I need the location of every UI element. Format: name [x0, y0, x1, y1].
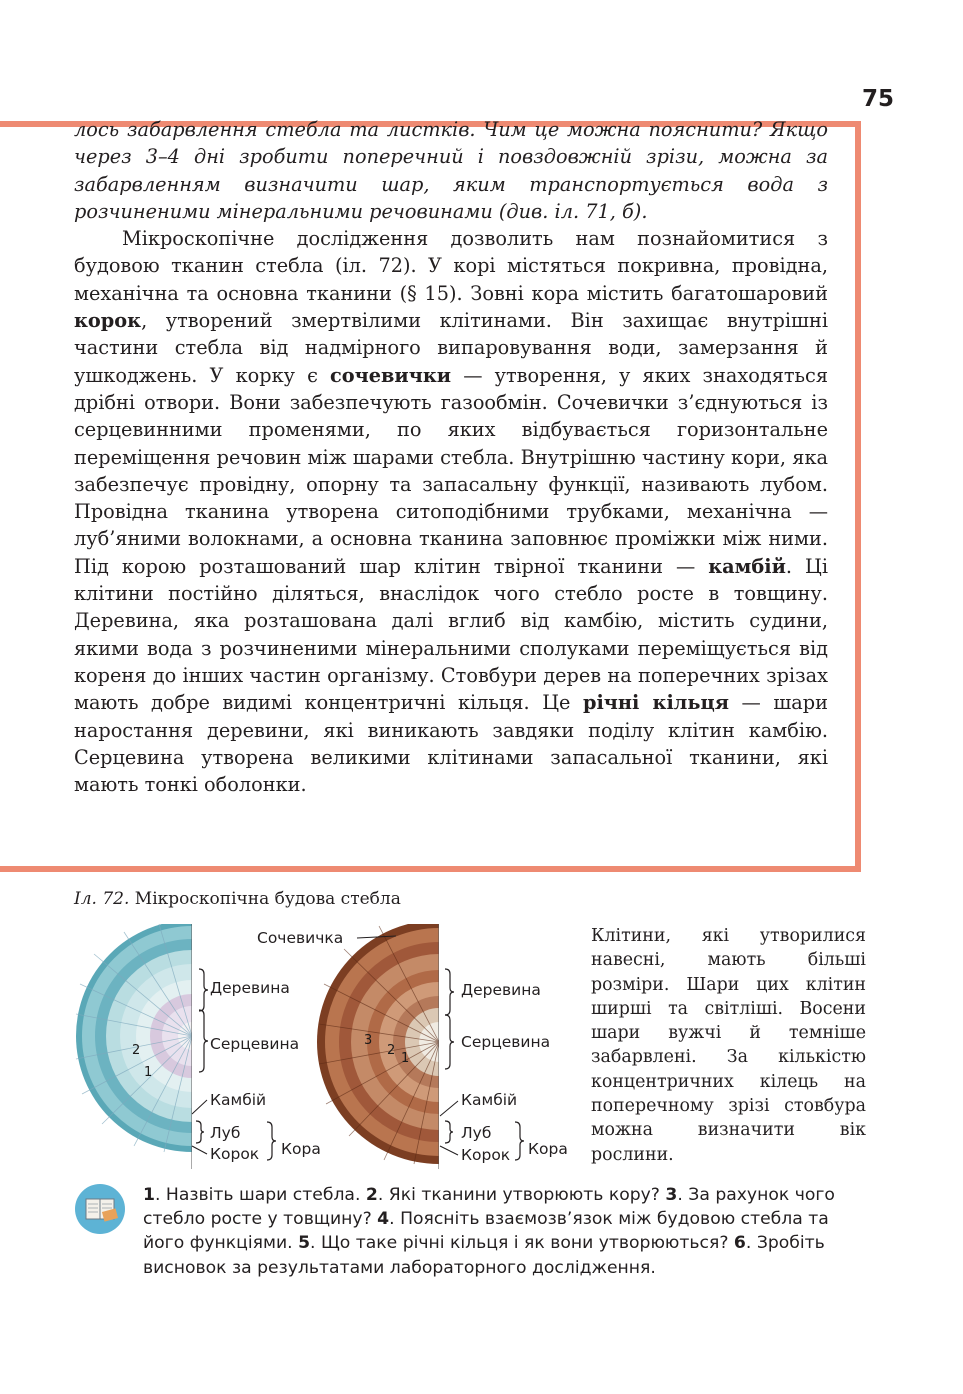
ring-number-1-right: 1 [401, 1051, 410, 1066]
right-label-sertsevyna: Серцевина [461, 1033, 551, 1051]
review-questions [143, 1183, 873, 1280]
text-run: Мікроскопічне дослідження дозволить нам познайомитися з будовою тканин стебла (іл. 72). У корі містяться покривна, провідна, механічна та основна тканини (§ 15). Зовні кора містить багатошаровий [74, 227, 828, 305]
stem-cross-section-figure [74, 924, 579, 1169]
term-kambiy: камбій [708, 554, 786, 578]
text-run: , утворений змертвілими клітинами. Він захищає внутрішні частини стебла від надмірного випаровування води, замерзання й ушкоджень. У корку є [74, 309, 828, 387]
term-korok: корок [74, 309, 142, 333]
label-sochevychka: Сочевичка [257, 929, 344, 947]
question-text-1: . Назвіть шари стебла. [154, 1185, 366, 1205]
right-label-kambiy: Камбій [461, 1091, 518, 1109]
question-number-4: 4 [377, 1209, 390, 1230]
question-number-2: 2 [365, 1185, 378, 1205]
right-label-kora: Кора [528, 1140, 568, 1158]
ring-number-2-right: 2 [387, 1043, 396, 1058]
right-label-derevyna: Деревина [461, 981, 541, 999]
question-text-3: . За рахунок чого стебло росте у товщину? [143, 1185, 835, 1230]
question-number-6: 6 [733, 1233, 746, 1254]
question-text-6: . Зробіть висновок за результатами лабораторного дослідження. [143, 1233, 825, 1278]
figure-caption [74, 888, 574, 910]
notebook-icon [73, 1182, 127, 1236]
question-text-5: . Що таке річні кільця і як вони утворюються? [310, 1233, 734, 1254]
left-label-kambiy: Камбій [210, 1091, 267, 1109]
body-text [74, 116, 828, 798]
question-text-2: . Які тканини утворюють кору? [377, 1185, 666, 1205]
page-number: 75 [862, 86, 895, 112]
text-run: — шари наростання деревини, які виникають завдяки поділу клітин камбію. Серцевина утворена великими клітинами запасальної тканини, які мають тонкі оболонки. [74, 691, 828, 797]
caption-text: Мікроскопічна будова стебла [129, 889, 401, 909]
right-label-korok: Корок [461, 1146, 511, 1164]
term-richni-kiltsia: річні кільця [583, 691, 729, 715]
ring-number-2-left: 2 [132, 1043, 141, 1058]
caption-number: Іл. 72. [74, 889, 130, 909]
left-label-kora: Кора [281, 1140, 321, 1158]
main-paragraph [74, 225, 828, 798]
question-number-3: 3 [665, 1185, 678, 1205]
text-run: — утворення, у яких знаходяться дрібні отвори. Вони забезпечують газообмін. Сочевички з’єднуються із серцевинними променями, по яких відбувається горизонтальне переміщення речовин між шарами стебла. Внутрішню частину кори, яка забезпечує провідну, опорну та запасальну функції, називають лубом. Провідна тканина утворена ситоподібними трубками, механічна — луб’яними волокнами, а основна тканина заповнює проміжки між ними. Під корою розташований шар клітин твірної тканини — [74, 363, 828, 578]
italic-paragraph: лось забарвлення стебла та листків. Чим це можна пояснити? Якщо через 3–4 дні зробити поперечний і повздовжній зрізи, можна за забарвленням визначити шар, яким транспортується вода з розчиненими мінеральними речовинами (див. іл. 71, б). [74, 118, 828, 223]
left-label-lub: Луб [210, 1124, 241, 1142]
question-number-1: 1 [143, 1185, 155, 1205]
side-text: Клітини, які утворилися навесні, мають більші розміри. Шари цих клітин ширші та світліші. Восени шари вужчі й темніше забарвлені. За кількістю концентричних кілець на поперечному зрізі стовбура можна визначити вік рослини. [591, 926, 866, 1165]
question-text-4: . Поясніть взаємозв’язок між будовою стебла та його функціями. [143, 1209, 829, 1254]
ring-number-1-left: 1 [144, 1065, 153, 1080]
left-label-sertsevyna: Серцевина [210, 1035, 300, 1053]
left-label-korok: Корок [210, 1145, 260, 1163]
text-run: . Ці клітини постійно діляться, внаслідок чого стебло росте в товщину. Деревина, яка розташована далі вглиб від камбію, містить судини, якими вода з розчиненими мінеральними сполуками переміщується від кореня до інших частин організму. Стовбури дерев на поперечних зрізах мають добре видимі концентричні кільця. Це [74, 554, 828, 715]
left-label-derevyna: Деревина [210, 979, 290, 997]
right-label-lub: Луб [461, 1124, 492, 1142]
question-number-5: 5 [298, 1233, 311, 1254]
term-sochevychky: сочевички [330, 363, 452, 387]
ring-number-3-right: 3 [364, 1033, 373, 1048]
